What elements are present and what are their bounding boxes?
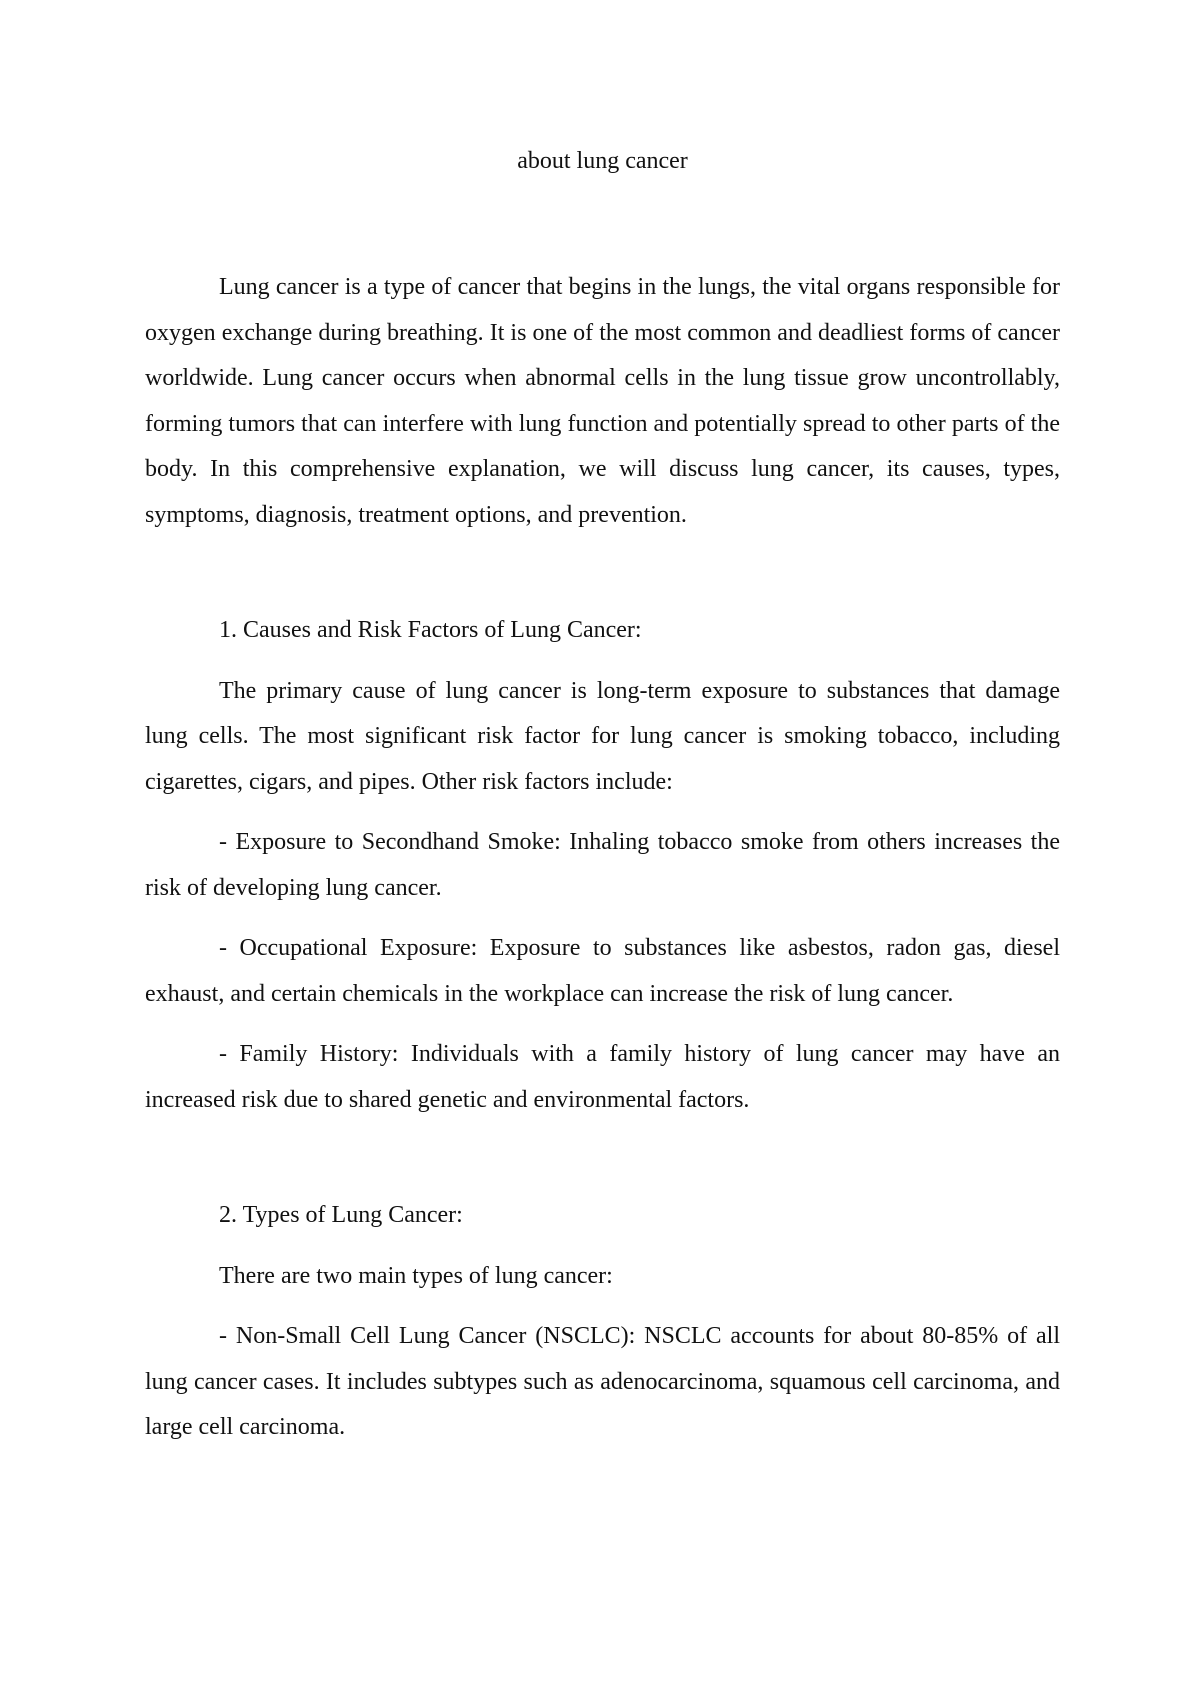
section-heading-causes: 1. Causes and Risk Factors of Lung Cancer:: [219, 617, 642, 643]
document-title: about lung cancer: [517, 148, 688, 174]
causes-paragraph: The primary cause of lung cancer is long-term exposure to substances that damage lung cells. The most significant risk factor for lung cancer is smoking tobacco, including cigarettes, cigars, and pipes. Other risk factors include:: [145, 677, 1060, 795]
type-item-nsclc: - Non-Small Cell Lung Cancer (NSCLC): NSCLC accounts for about 80-85% of all lung cancer cases. It includes subtypes such as adenocarcinoma, squamous cell carcinoma, and large cell carcinoma.: [145, 1323, 1060, 1440]
section-heading-types: 2. Types of Lung Cancer:: [219, 1202, 463, 1228]
risk-item-family-history: - Family History: Individuals with a family history of lung cancer may have an increased risk due to shared genetic and environmental factors.: [145, 1041, 1060, 1113]
risk-item-secondhand-smoke: - Exposure to Secondhand Smoke: Inhaling tobacco smoke from others increases the risk of developing lung cancer.: [145, 829, 1060, 901]
document-body: [145, 265, 1060, 1451]
risk-item-occupational: - Occupational Exposure: Exposure to substances like asbestos, radon gas, diesel exhaust, and certain chemicals in the workplace can increase the risk of lung cancer.: [145, 935, 1060, 1007]
types-intro-paragraph: There are two main types of lung cancer:: [219, 1262, 613, 1289]
intro-paragraph: Lung cancer is a type of cancer that begins in the lungs, the vital organs responsible for oxygen exchange during breathing. It is one of the most common and deadliest forms of cancer worldwide. Lung cancer occurs when abnormal cells in the lung tissue grow uncontrollably, forming tumors that can interfere with lung function and potentially spread to other parts of the body. In this comprehensive explanation, we will discuss lung cancer, its causes, types, symptoms, diagnosis, treatment options, and prevention.: [145, 274, 1060, 528]
